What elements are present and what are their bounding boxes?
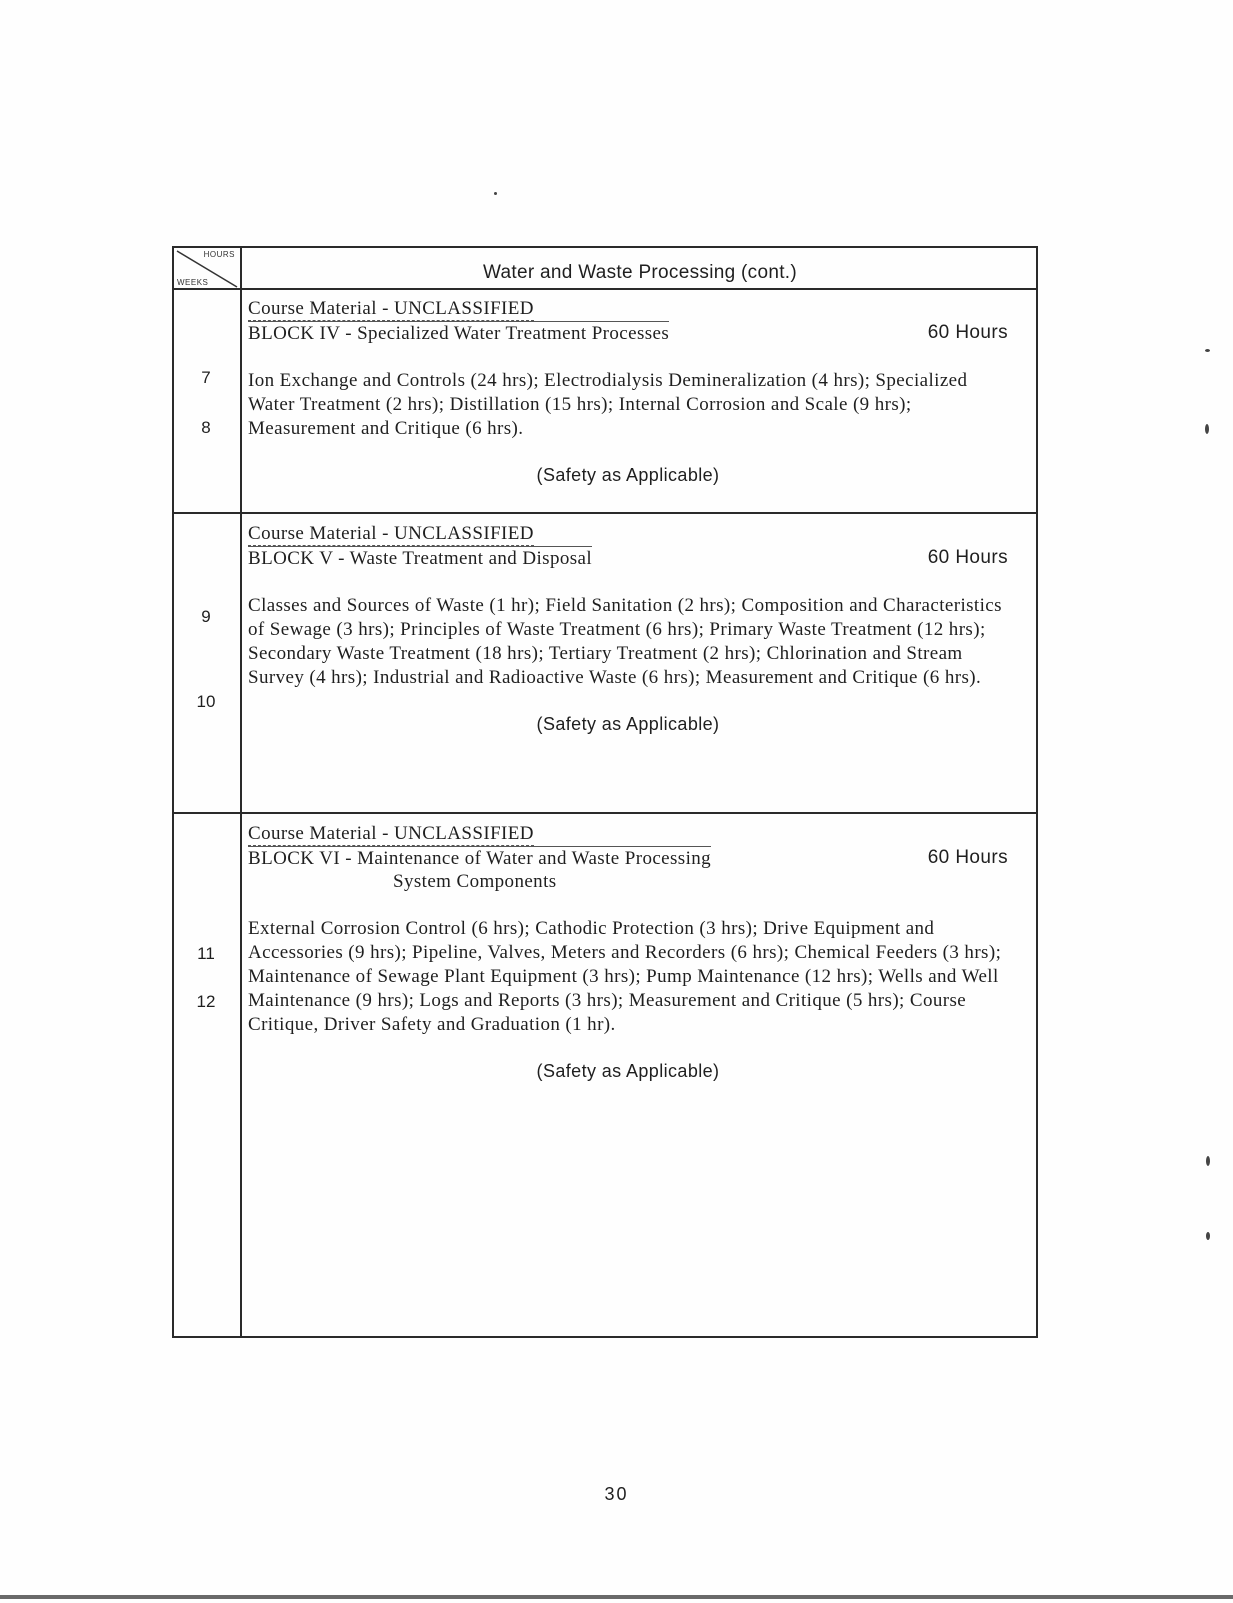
course-material-label: Course Material - UNCLASSIFIED xyxy=(248,298,534,319)
block-title: BLOCK VI - Maintenance of Water and Waste Processing xyxy=(248,848,712,869)
scan-speck xyxy=(1206,1156,1210,1166)
scan-speck xyxy=(1205,349,1210,352)
block-vi xyxy=(248,822,1008,1082)
corner-weeks-label: WEEKS xyxy=(177,278,209,287)
block-title: BLOCK V - Waste Treatment and Disposal xyxy=(248,548,593,569)
course-material-label: Course Material - UNCLASSIFIED xyxy=(248,523,534,544)
block-iv xyxy=(248,297,1008,486)
week-number: 8 xyxy=(201,418,211,437)
table-row-divider xyxy=(172,812,1038,814)
block-hours: 60 Hours xyxy=(927,847,1008,868)
block-hours: 60 Hours xyxy=(927,547,1008,568)
table-row-divider xyxy=(172,512,1038,514)
block-topics: Ion Exchange and Controls (24 hrs); Electrodialysis Demineralization (4 hrs); Specialized Water Treatment (2 hrs); Distillation (15 hrs); Internal Corrosion and Scale (9 hrs); Measurement and Critique (6 hrs). xyxy=(248,370,968,439)
course-material-label: Course Material - UNCLASSIFIED xyxy=(248,823,534,844)
block-title: BLOCK IV - Specialized Water Treatment Processes xyxy=(248,323,670,344)
safety-note: (Safety as Applicable) xyxy=(536,1061,720,1081)
block-v xyxy=(248,522,1008,735)
block-topics: External Corrosion Control (6 hrs); Cathodic Protection (3 hrs); Drive Equipment and Accessories (9 hrs); Pipeline, Valves, Meters and Recorders (6 hrs); Chemical Feeders (3 hrs); Maintenance of Sewage Plant Equipment (3 hrs); Pump Maintenance (12 hrs); Wells and Well Maintenance (9 hrs); Logs and Reports (3 hrs); Measurement and Critique (5 hrs); Course Critique, Driver Safety and Graduation (1 hr). xyxy=(248,918,1002,1035)
scan-speck xyxy=(1205,424,1209,434)
corner-hours-label: HOURS xyxy=(203,250,235,259)
safety-note: (Safety as Applicable) xyxy=(536,465,720,485)
week-number: 11 xyxy=(197,944,215,963)
week-number: 10 xyxy=(196,692,216,711)
scan-edge xyxy=(0,1595,1233,1599)
block-title-continuation: System Components xyxy=(393,871,557,892)
week-number: 7 xyxy=(201,368,211,387)
table-column-divider xyxy=(240,246,242,1338)
table-title: Water and Waste Processing (cont.) xyxy=(483,262,797,283)
table-header-divider xyxy=(172,288,1038,290)
week-number: 9 xyxy=(201,607,211,626)
safety-note: (Safety as Applicable) xyxy=(536,714,720,734)
scan-speck xyxy=(494,192,497,195)
block-topics: Classes and Sources of Waste (1 hr); Field Sanitation (2 hrs); Composition and Characteristics of Sewage (3 hrs); Principles of Waste Treatment (6 hrs); Primary Waste Treatment (12 hrs); Secondary Waste Treatment (18 hrs); Tertiary Treatment (2 hrs); Chlorination and Stream Survey (4 hrs); Industrial and Radioactive Waste (6 hrs); Measurement and Critique (6 hrs). xyxy=(248,595,1002,688)
page-number: 30 xyxy=(604,1484,629,1504)
scan-speck xyxy=(1206,1232,1210,1240)
block-hours: 60 Hours xyxy=(927,322,1008,343)
corner-header-cell xyxy=(175,249,239,289)
week-number: 12 xyxy=(196,992,216,1011)
